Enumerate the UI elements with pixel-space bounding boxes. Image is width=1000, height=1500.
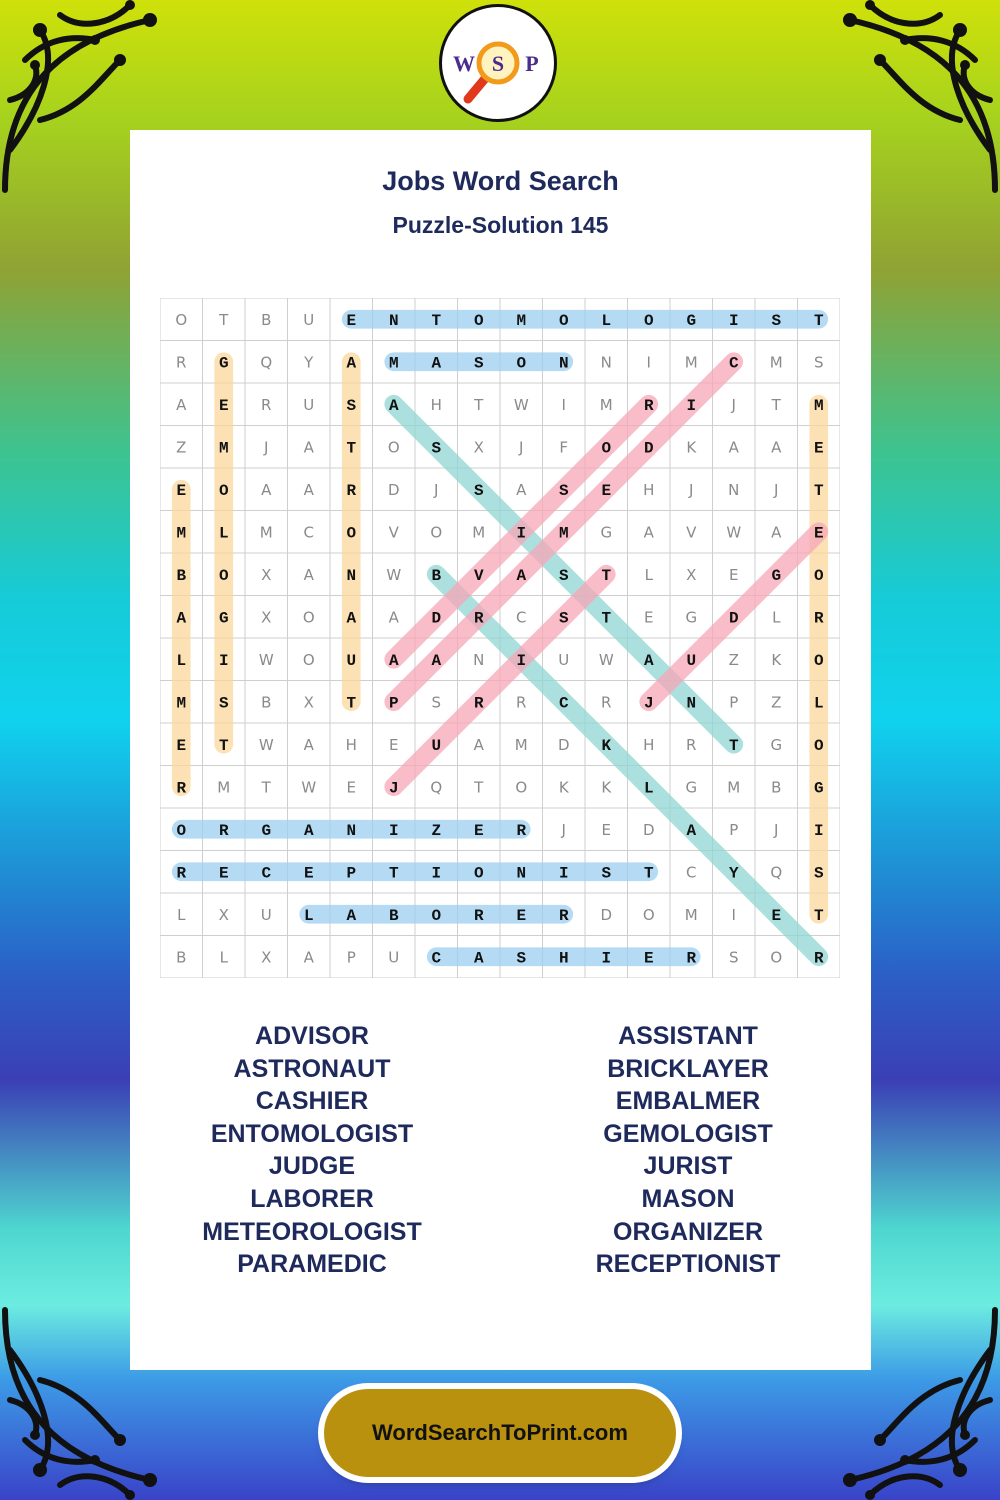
grid-letter[interactable]: K [601,736,612,755]
grid-letter[interactable]: J [774,480,779,499]
word-list-item: ASSISTANT [618,1022,758,1050]
grid-letter[interactable]: D [643,439,654,458]
grid-letter[interactable]: A [431,651,442,670]
grid-letter[interactable]: B [176,948,187,967]
grid-letter[interactable]: M [727,778,741,797]
grid-letter[interactable]: D [600,905,613,924]
grid-letter[interactable]: A [516,480,527,499]
word-list-item: PARAMEDIC [237,1250,387,1279]
grid-letter[interactable]: O [431,906,442,925]
grid-letter[interactable]: S [558,609,569,628]
grid-letter[interactable]: A [771,438,782,457]
grid-letter[interactable]: M [176,524,187,543]
grid-letter[interactable]: N [388,311,399,330]
grid-letter[interactable]: E [643,949,654,968]
grid-letter[interactable]: D [557,735,570,754]
grid-letter[interactable]: S [558,566,569,585]
grid-letter[interactable]: R [643,396,654,415]
grid-letter[interactable]: R [473,609,484,628]
grid-letter[interactable]: O [218,566,229,585]
grid-letter[interactable]: W [386,565,402,584]
grid-letter[interactable]: Q [430,778,443,797]
grid-letter[interactable]: S [813,864,824,883]
grid-letter[interactable]: T [388,864,399,883]
grid-letter[interactable]: P [388,694,399,713]
grid-letter[interactable]: U [303,395,315,414]
grid-letter[interactable]: I [601,949,612,968]
grid-letter[interactable]: I [728,311,739,330]
word-list-item: JUDGE [268,1152,356,1181]
grid-letter[interactable]: A [303,821,314,840]
grid-letter[interactable]: M [599,395,613,414]
grid-letter[interactable]: I [561,395,566,414]
grid-letter[interactable]: K [771,650,782,669]
grid-letter[interactable]: T [431,311,442,330]
grid-letter[interactable]: R [473,906,484,925]
logo-letter-p: P [525,51,539,76]
grid-letter[interactable]: S [558,481,569,500]
grid-letter[interactable]: I [431,864,442,883]
grid-letter[interactable]: M [388,354,399,373]
grid-letter[interactable]: O [770,948,783,967]
grid-letter[interactable]: T [728,736,739,755]
grid-letter[interactable]: Z [771,693,782,712]
grid-letter[interactable]: E [516,906,527,925]
grid-letter[interactable]: A [388,608,399,627]
grid-letter[interactable]: L [644,565,653,584]
word-list-item: ORGANIZER [613,1217,763,1246]
grid-letter[interactable]: N [346,821,357,840]
grid-letter[interactable]: G [600,523,613,542]
word-list-item: ADVISOR [255,1022,369,1050]
grid-letter[interactable]: E [813,524,824,543]
grid-letter[interactable]: F [559,438,569,457]
grid-letter[interactable]: O [515,778,528,797]
grid-letter[interactable]: A [346,354,357,373]
grid-letter[interactable]: I [388,821,399,840]
grid-letter[interactable]: U [686,651,697,670]
grid-letter[interactable]: C [516,608,527,627]
grid-letter[interactable]: G [771,566,782,585]
grid-letter[interactable]: W [301,778,317,797]
grid-letter[interactable]: U [303,310,315,329]
grid-letter[interactable]: R [176,779,187,798]
grid-letter[interactable]: S [473,354,484,373]
grid-letter[interactable]: R [558,906,569,925]
grid-letter[interactable]: K [686,438,697,457]
grid-letter[interactable]: R [686,949,697,968]
grid-letter[interactable]: J [689,480,694,499]
grid-letter[interactable]: P [729,693,739,712]
word-list-item: RECEPTIONIST [595,1250,781,1279]
grid-letter[interactable]: O [302,608,315,627]
grid-letter[interactable]: G [685,778,698,797]
grid-letter[interactable]: S [431,693,442,712]
grid-letter[interactable]: A [643,651,654,670]
grid-letter[interactable]: E [729,565,739,584]
puzzle-card [130,130,871,1370]
grid-letter[interactable]: A [261,480,272,499]
grid-letter[interactable]: C [303,523,314,542]
grid-letter[interactable]: G [218,354,229,373]
grid-letter[interactable]: I [731,905,736,924]
grid-letter[interactable]: O [346,524,357,543]
grid-letter[interactable]: L [601,311,612,330]
page-subtitle: Puzzle-Solution 145 [392,212,609,238]
grid-letter[interactable]: S [346,396,357,415]
word-grid[interactable] [160,298,840,978]
grid-letter[interactable]: R [176,353,187,372]
grid-letter[interactable]: M [516,311,527,330]
grid-letter[interactable]: A [431,354,442,373]
word-list-item: LABORER [250,1184,374,1213]
grid-letter[interactable]: T [601,566,612,585]
grid-letter[interactable]: S [431,439,442,458]
grid-letter[interactable]: A [346,609,357,628]
grid-letter[interactable]: U [431,736,442,755]
site-link[interactable]: WordSearchToPrint.com [372,1420,628,1445]
grid-letter[interactable]: L [176,651,187,670]
grid-letter[interactable]: L [772,608,781,627]
grid-letter[interactable]: T [643,864,654,883]
grid-letter[interactable]: D [431,609,442,628]
grid-letter[interactable]: N [558,354,569,373]
grid-letter[interactable]: T [219,310,229,329]
grid-letter[interactable]: U [346,651,357,670]
grid-letter[interactable]: O [175,310,188,329]
grid-letter[interactable]: X [261,565,272,584]
grid-letter[interactable]: O [176,821,187,840]
grid-letter[interactable]: S [218,694,229,713]
grid-letter[interactable]: J [519,438,524,457]
grid-letter[interactable]: O [473,311,484,330]
grid-letter[interactable]: A [303,565,314,584]
grid-letter[interactable]: E [346,778,356,797]
grid-letter[interactable]: N [516,864,527,883]
grid-letter[interactable]: A [728,438,739,457]
grid-letter[interactable]: T [813,906,824,925]
grid-letter[interactable]: P [729,820,739,839]
grid-letter[interactable]: B [261,693,272,712]
grid-letter[interactable]: S [601,864,612,883]
grid-letter[interactable]: M [259,523,273,542]
grid-letter[interactable]: I [516,651,527,670]
grid-letter[interactable]: A [176,609,187,628]
word-list-item: EMBALMER [615,1087,761,1116]
grid-letter[interactable]: X [261,608,272,627]
grid-letter[interactable]: C [261,864,272,883]
grid-letter[interactable]: X [473,438,484,457]
logo-letter-w: W [453,51,475,76]
grid-letter[interactable]: G [686,311,697,330]
grid-letter[interactable]: H [643,480,655,499]
grid-letter[interactable]: G [261,821,272,840]
grid-letter[interactable]: A [303,948,314,967]
grid-letter[interactable]: U [388,948,400,967]
grid-letter[interactable]: W [513,395,529,414]
grid-letter[interactable]: T [346,694,357,713]
grid-letter[interactable]: O [516,354,527,373]
grid-letter[interactable]: C [558,694,569,713]
grid-letter[interactable]: A [643,523,654,542]
grid-letter[interactable]: S [728,948,739,967]
grid-letter[interactable]: J [388,779,399,798]
grid-letter[interactable]: N [686,694,697,713]
grid-letter[interactable]: O [430,523,443,542]
grid-letter[interactable]: W [726,523,742,542]
grid-letter[interactable]: A [303,438,314,457]
word-list-item: ENTOMOLOGIST [210,1119,414,1148]
word-list-item: ASTRONAUT [233,1054,391,1083]
grid-letter[interactable]: E [771,906,782,925]
grid-letter[interactable]: H [643,735,655,754]
grid-letter[interactable]: O [642,905,655,924]
grid-letter[interactable]: R [473,694,484,713]
grid-letter[interactable]: T [346,439,357,458]
grid-letter[interactable]: M [684,905,698,924]
grid-letter[interactable]: I [558,864,569,883]
grid-letter[interactable]: M [684,353,698,372]
grid-letter[interactable]: A [473,949,484,968]
grid-letter[interactable]: K [601,778,612,797]
grid-letter[interactable]: Y [728,864,739,883]
word-list-right [528,1020,848,1281]
grid-letter[interactable]: U [558,650,570,669]
grid-letter[interactable]: O [813,566,824,585]
grid-letter[interactable]: J [561,820,566,839]
grid-letter[interactable]: E [303,864,314,883]
grid-letter[interactable]: Z [176,438,187,457]
grid-letter[interactable]: G [218,609,229,628]
grid-letter[interactable]: X [303,693,314,712]
grid-letter[interactable]: T [813,311,824,330]
grid-letter[interactable]: N [600,353,612,372]
word-list-item: METEOROLOGIST [202,1217,422,1246]
grid-letter[interactable]: W [598,650,614,669]
grid-letter[interactable]: L [218,524,229,543]
grid-letter[interactable]: A [473,735,484,754]
grid-letter[interactable]: D [387,480,400,499]
grid-letter[interactable]: O [813,651,824,670]
site-banner[interactable] [324,1389,676,1477]
grid-letter[interactable]: S [516,949,527,968]
grid-letter[interactable]: N [473,650,485,669]
grid-letter[interactable]: W [258,735,274,754]
grid-letter[interactable]: L [219,948,228,967]
grid-letter[interactable]: X [218,905,229,924]
grid-letter[interactable]: T [771,395,781,414]
grid-letter[interactable]: E [473,821,484,840]
grid-letter[interactable]: J [643,694,654,713]
grid-letter[interactable]: E [218,864,229,883]
grid-letter[interactable]: R [261,395,272,414]
grid-letter[interactable]: E [601,820,611,839]
grid-letter[interactable]: S [813,353,824,372]
grid-letter[interactable]: M [472,523,486,542]
grid-letter[interactable]: T [474,395,484,414]
grid-letter[interactable]: H [345,735,357,754]
grid-letter[interactable]: T [474,778,484,797]
grid-letter[interactable]: O [643,311,654,330]
grid-letter[interactable]: X [686,565,697,584]
grid-letter[interactable]: S [771,311,782,330]
grid-letter[interactable]: H [558,949,569,968]
grid-letter[interactable]: G [813,779,824,798]
grid-letter[interactable]: J [774,820,779,839]
grid-letter[interactable]: Z [728,650,739,669]
grid-letter[interactable]: L [643,779,654,798]
grid-letter[interactable]: D [728,609,739,628]
grid-letter[interactable]: B [771,778,782,797]
grid-letter[interactable]: C [431,949,442,968]
grid-letter[interactable]: T [813,481,824,500]
grid-letter[interactable]: V [473,566,484,585]
grid-letter[interactable]: R [346,481,357,500]
grid-letter[interactable]: R [813,609,824,628]
grid-letter[interactable]: E [176,736,187,755]
grid-letter[interactable]: I [646,353,651,372]
grid-letter[interactable]: S [473,481,484,500]
grid-letter[interactable]: L [177,905,186,924]
grid-letter[interactable]: J [731,395,736,414]
grid-letter[interactable]: N [728,480,740,499]
grid-letter[interactable]: M [218,439,229,458]
grid-letter[interactable]: O [601,439,612,458]
wsp-logo[interactable] [439,4,557,122]
grid-letter[interactable]: B [176,566,187,585]
logo-letter-s: S [491,51,505,76]
grid-letter[interactable]: N [346,566,357,585]
grid-letter[interactable]: B [431,566,442,585]
grid-letter[interactable]: C [686,863,697,882]
grid-letter[interactable]: J [264,438,269,457]
grid-letter[interactable]: A [771,523,782,542]
grid-letter[interactable]: L [813,694,824,713]
grid-letter[interactable]: T [218,736,229,755]
grid-letter[interactable]: U [260,905,272,924]
grid-letter[interactable]: P [346,864,357,883]
grid-letter[interactable]: G [770,735,783,754]
grid-letter[interactable]: A [176,395,187,414]
word-list-item: MASON [641,1184,735,1213]
grid-letter[interactable]: A [388,396,399,415]
grid-letter[interactable]: O [558,311,569,330]
grid-letter[interactable]: O [473,864,484,883]
grid-letter[interactable]: I [516,524,527,543]
magnifier-icon [442,7,554,119]
grid-letter[interactable]: E [218,396,229,415]
grid-letter[interactable]: G [685,608,698,627]
grid-letter[interactable]: I [813,821,824,840]
grid-letter[interactable]: L [303,906,314,925]
grid-letter[interactable]: X [261,948,272,967]
grid-letter[interactable]: B [261,310,272,329]
grid-letter[interactable]: I [686,396,697,415]
grid-letter[interactable]: H [430,395,442,414]
grid-letter[interactable]: O [302,650,315,669]
grid-letter[interactable]: A [303,735,314,754]
word-list-left [152,1020,472,1281]
grid-letter[interactable]: A [686,821,697,840]
grid-letter[interactable]: I [218,651,229,670]
grid-letter[interactable]: E [601,481,612,500]
word-list-item: JURIST [643,1152,733,1181]
word-list-item: GEMOLOGIST [603,1119,773,1148]
grid-letter[interactable]: A [516,566,527,585]
grid-letter[interactable]: A [346,906,357,925]
grid-letter[interactable]: R [516,693,527,712]
grid-letter[interactable]: R [686,735,697,754]
grid-letter[interactable]: D [642,820,655,839]
grid-letter[interactable]: Y [304,353,314,372]
grid-letter[interactable]: R [813,949,824,968]
grid-letter[interactable]: C [728,354,739,373]
grid-letter[interactable]: R [516,821,527,840]
grid-letter[interactable]: E [176,481,187,500]
grid-letter[interactable]: O [218,481,229,500]
grid-letter[interactable]: Z [431,821,442,840]
grid-letter[interactable]: E [644,608,654,627]
word-list-item: BRICKLAYER [607,1054,769,1083]
grid-letter[interactable]: V [388,523,399,542]
grid-letter[interactable]: P [346,948,356,967]
grid-letter[interactable]: A [303,480,314,499]
grid-letter[interactable]: E [813,439,824,458]
grid-letter[interactable]: E [389,735,399,754]
grid-letter[interactable]: O [387,438,400,457]
page-title: Jobs Word Search [382,166,619,196]
grid-letter[interactable]: Q [770,863,783,882]
grid-letter[interactable]: T [261,778,271,797]
grid-letter[interactable]: B [388,906,399,925]
grid-letter[interactable]: E [346,311,357,330]
grid-letter[interactable]: W [258,650,274,669]
grid-letter[interactable]: R [176,864,187,883]
grid-letter[interactable]: V [686,523,697,542]
grid-letter[interactable]: A [388,651,399,670]
grid-letter[interactable]: M [176,694,187,713]
grid-letter[interactable]: Q [260,353,273,372]
grid-letter[interactable]: M [217,778,231,797]
grid-letter[interactable]: M [813,396,824,415]
grid-letter[interactable]: M [514,735,528,754]
grid-letter[interactable]: T [601,609,612,628]
grid-letter[interactable]: R [218,821,229,840]
grid-letter[interactable]: K [558,778,569,797]
word-list-item: CASHIER [255,1087,369,1116]
grid-letter[interactable]: M [558,524,569,543]
grid-letter[interactable]: O [813,736,824,755]
grid-letter[interactable]: M [769,353,783,372]
grid-letter[interactable]: R [601,693,612,712]
grid-letter[interactable]: J [434,480,439,499]
